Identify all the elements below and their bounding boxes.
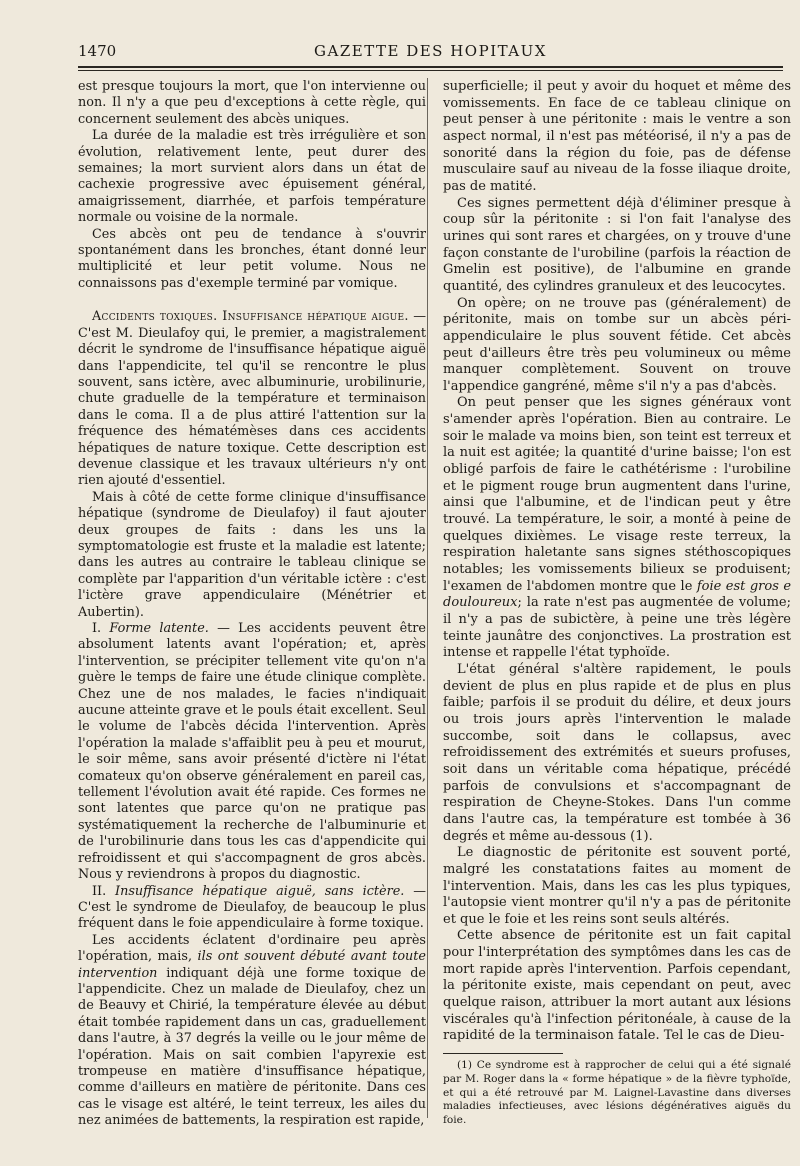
right-column <box>443 79 791 1128</box>
paragraph <box>78 933 426 1130</box>
paragraph-text: — Les accidents peuvent être absolument latents avant l'opération; et, après l'intervention, se précipiter tellement vite qu'on n'a guère le temps de faire une étude clinique complète. Chez une de nos malades, le facies n'indiquait aucune atteinte grave et le pouls était excellent. Seul le volume de l'abcès décida l'intervention. Après l'opération la malade s'affaiblit peu à peu et mourut, le soir même, sans avoir présenté d'ictère ni l'état comateux qu'on observe généralement en pareil cas, tellement l'évolution avait été rapide. Ces formes ne sont latentes que parce qu'on ne pratique pas systématiquement la recherche de l'albuminurie et de l'urobilinurie dans tous les cas d'appendicite qui refroidissent et qui s'accompagnent de gros abcès. Nous y reviendrons à propos du diagnostic. <box>78 621 426 883</box>
page-header <box>78 40 783 64</box>
emphasis-text: ils ont souvent débuté avant toute intervention <box>78 949 426 981</box>
paragraph-text: On peut penser que les signes généraux vont s'amender après l'opération. Bien au contraire. Le soir le malade va moins bien, son teint est terreux et la nuit est agitée; la quantité d'urine baisse; l'on est obligé parfois de faire le cathétérisme : l'urobiline et le pigment rouge brun augmentent dans l'urine, ainsi que l'albumine, et de l'indican peut y être trouvé. La température, le soir, a monté à peine de quelques dixièmes. Le visage reste terreux, la respiration haletante sans signes stéthoscopiques notables; les vomissements bilieux se produisent; l'examen de l'abdomen montre que le <box>443 395 791 594</box>
paragraph: L'état général s'altère rapidement, le pouls devient de plus en plus rapide et de plus en plus faible; parfois il se produit du délire, et deux jours ou trois jours après l'intervention le malade succombe, soit dans le collapsus, avec refroidissement des extrémités et sueurs profuses, soit dans un véritable coma hépatique, précédé parfois de convulsions et s'accompagnant de respiration de Cheyne-Stokes. Dans l'un comme dans l'autre cas, la température est tombée à 36 degrés et même au-dessous (1). <box>443 661 791 844</box>
paragraph: On opère; on ne trouve pas (généralement) de péritonite, mais on tombe sur un abcès péri-appendiculaire le plus souvent fétide. Cet abcès peut d'ailleurs être très peu volumineux ou même manquer complètement. Souvent on trouve l'appendice gangréné, même s'il n'y a pas d'abcès. <box>443 295 791 394</box>
left-column <box>78 79 426 1130</box>
paragraph: Mais à côté de cette forme clinique d'insuffisance hépatique (syndrome de Dieulafoy) il faut ajouter deux groupes de faits : dans les uns la symptomatologie est fruste et la maladie est latente; dans les autres au contraire le tableau clinique se complète par l'apparition d'un véritable ictère : c'est l'ictère grave appendiculaire (Ménétrier et Aubertin). <box>78 489 426 620</box>
page-number: 1470 <box>78 42 117 60</box>
paragraph: Cette absence de péritonite est un fait capital pour l'interprétation des symptômes dans les cas de mort rapide après l'intervention. Parfois cependant, la péritonite existe, mais cependant on peut, avec quelque raison, attribuer la mort autant aux lésions viscérales qu'à l'infection péritonéale, à cause de la rapidité de la terminaison fatale. Tel le cas de Dieu- <box>443 928 791 1044</box>
footnote: (1) Ce syndrome est à rapprocher de celui qui a été signalé par M. Roger dans la « forme hépatique » de la fièvre typhoïde, et qui a été retrouvé par M. Laignel-Lavastine dans diverses maladies infectieuses, avec lésions dégénératives aiguës du foie. <box>443 1059 791 1127</box>
subsection-paragraph <box>78 621 426 884</box>
subsection-title: Insuffisance hépatique aiguë, sans ictère. <box>115 883 405 899</box>
subsection-number: II. <box>92 883 116 899</box>
footnote-rule <box>443 1053 563 1054</box>
subsection-number: I. <box>92 621 110 636</box>
paragraph: Ces abcès ont peu de tendance à s'ouvrir spontanément dans les bronches, étant donné leur multiplicité et leur petit volume. Nous ne connaissons pas d'exemple terminé par vomique. <box>78 226 426 291</box>
paragraph: Ces signes permettent déjà d'éliminer presque à coup sûr la péritonite : si l'on fait l'analyse des urines qui sont rares et chargées, on y trouve d'une façon constante de l'urobiline (parfois la réaction de Gmelin est positive), de l'albumine en grande quantité, des cylindres granuleux et des leucocytes. <box>443 195 791 294</box>
running-title: GAZETTE DES HOPITAUX <box>314 42 547 60</box>
section-paragraph <box>78 309 426 489</box>
paragraph-text: — C'est le syndrome de Dieulafoy, de beaucoup le plus fréquent dans le foie appendiculaire à forme toxique. <box>78 883 426 932</box>
subsection-title: Forme latente. <box>109 621 209 636</box>
section-heading: Accidents toxiques. Insuffisance hépatique aigue. <box>92 309 409 325</box>
paragraph-text: indiquant déjà une forme toxique de l'appendicite. Chez un malade de Dieulafoy, chez un de Beauvy et Chirié, la température élevée au début était tombée rapidement dans un cas, graduellement dans l'autre, à 37 degrés la veille ou le jour même de l'opération. Mais on sait combien l'apyrexie est trompeuse en matière d'insuffisance hépatique, comme d'ailleurs en matière de péritonite. Dans ces cas le visage est altéré, le teint terreux, les ailes du nez animées de battements, la respiration est rapide, <box>78 965 426 1129</box>
paragraph: Le diagnostic de péritonite est souvent porté, malgré les constatations faites au moment de l'intervention. Mais, dans les cas les plus typiques, l'autopsie vient montrer qu'il n'y a pas de péritonite et que le foie et les reins sont seuls altérés. <box>443 845 791 927</box>
paragraph: superficielle; il peut y avoir du hoquet et même des vomissements. En face de ce tableau clinique on peut penser à une péritonite : mais le ventre a son aspect normal, il n'est pas météorisé, il n'y a pas de sonorité dans la région du foie, pas de défense musculaire sauf au niveau de la fosse iliaque droite, pas de matité. <box>443 79 791 194</box>
paragraph: La durée de la maladie est très irrégulière et son évolution, relativement lente, peut durer des semaines; la mort survient alors dans un état de cachexie progressive avec épuisement général, amaigrissement, diarrhée, et parfois température normale ou voisine de la normale. <box>78 128 426 226</box>
header-rule-thin <box>78 70 783 71</box>
paragraph-text: Les accidents éclatent d'ordinaire peu après l'opération, mais, <box>78 932 426 965</box>
emphasis-text: foie est gros e douloureux <box>443 578 792 611</box>
column-divider <box>427 78 428 1118</box>
paragraph-text: ; la rate n'est pas augmentée de volume; il n'y a pas de subictère, à peine une très légère teinte jaunâtre des conjonctives. La prostration est intense et rappelle l'état typhoïde. <box>443 595 791 661</box>
paragraph: est presque toujours la mort, que l'on intervienne ou non. Il n'y a que peu d'exceptions à cette règle, qui concernent seulement des abcès uniques. <box>78 79 426 127</box>
paragraph-text: — C'est M. Dieulafoy qui, le premier, a magistralement décrit le syndrome de l'insuffisance hépatique aiguë dans l'appendicite, tel qu'il se rencontre le plus souvent, sans ictère, avec albuminurie, urobilinurie, chute graduelle de la température et terminaison dans le coma. Il a de plus attiré l'attention sur la fréquence des hématémèses dans ces accidents hépatiques de nature toxique. Cette description est devenue classique et les travaux ultérieurs n'y ont rien ajouté d'essentiel. <box>78 309 426 489</box>
paragraph <box>443 395 791 662</box>
header-rule-thick <box>78 66 783 68</box>
subsection-paragraph <box>78 884 426 933</box>
